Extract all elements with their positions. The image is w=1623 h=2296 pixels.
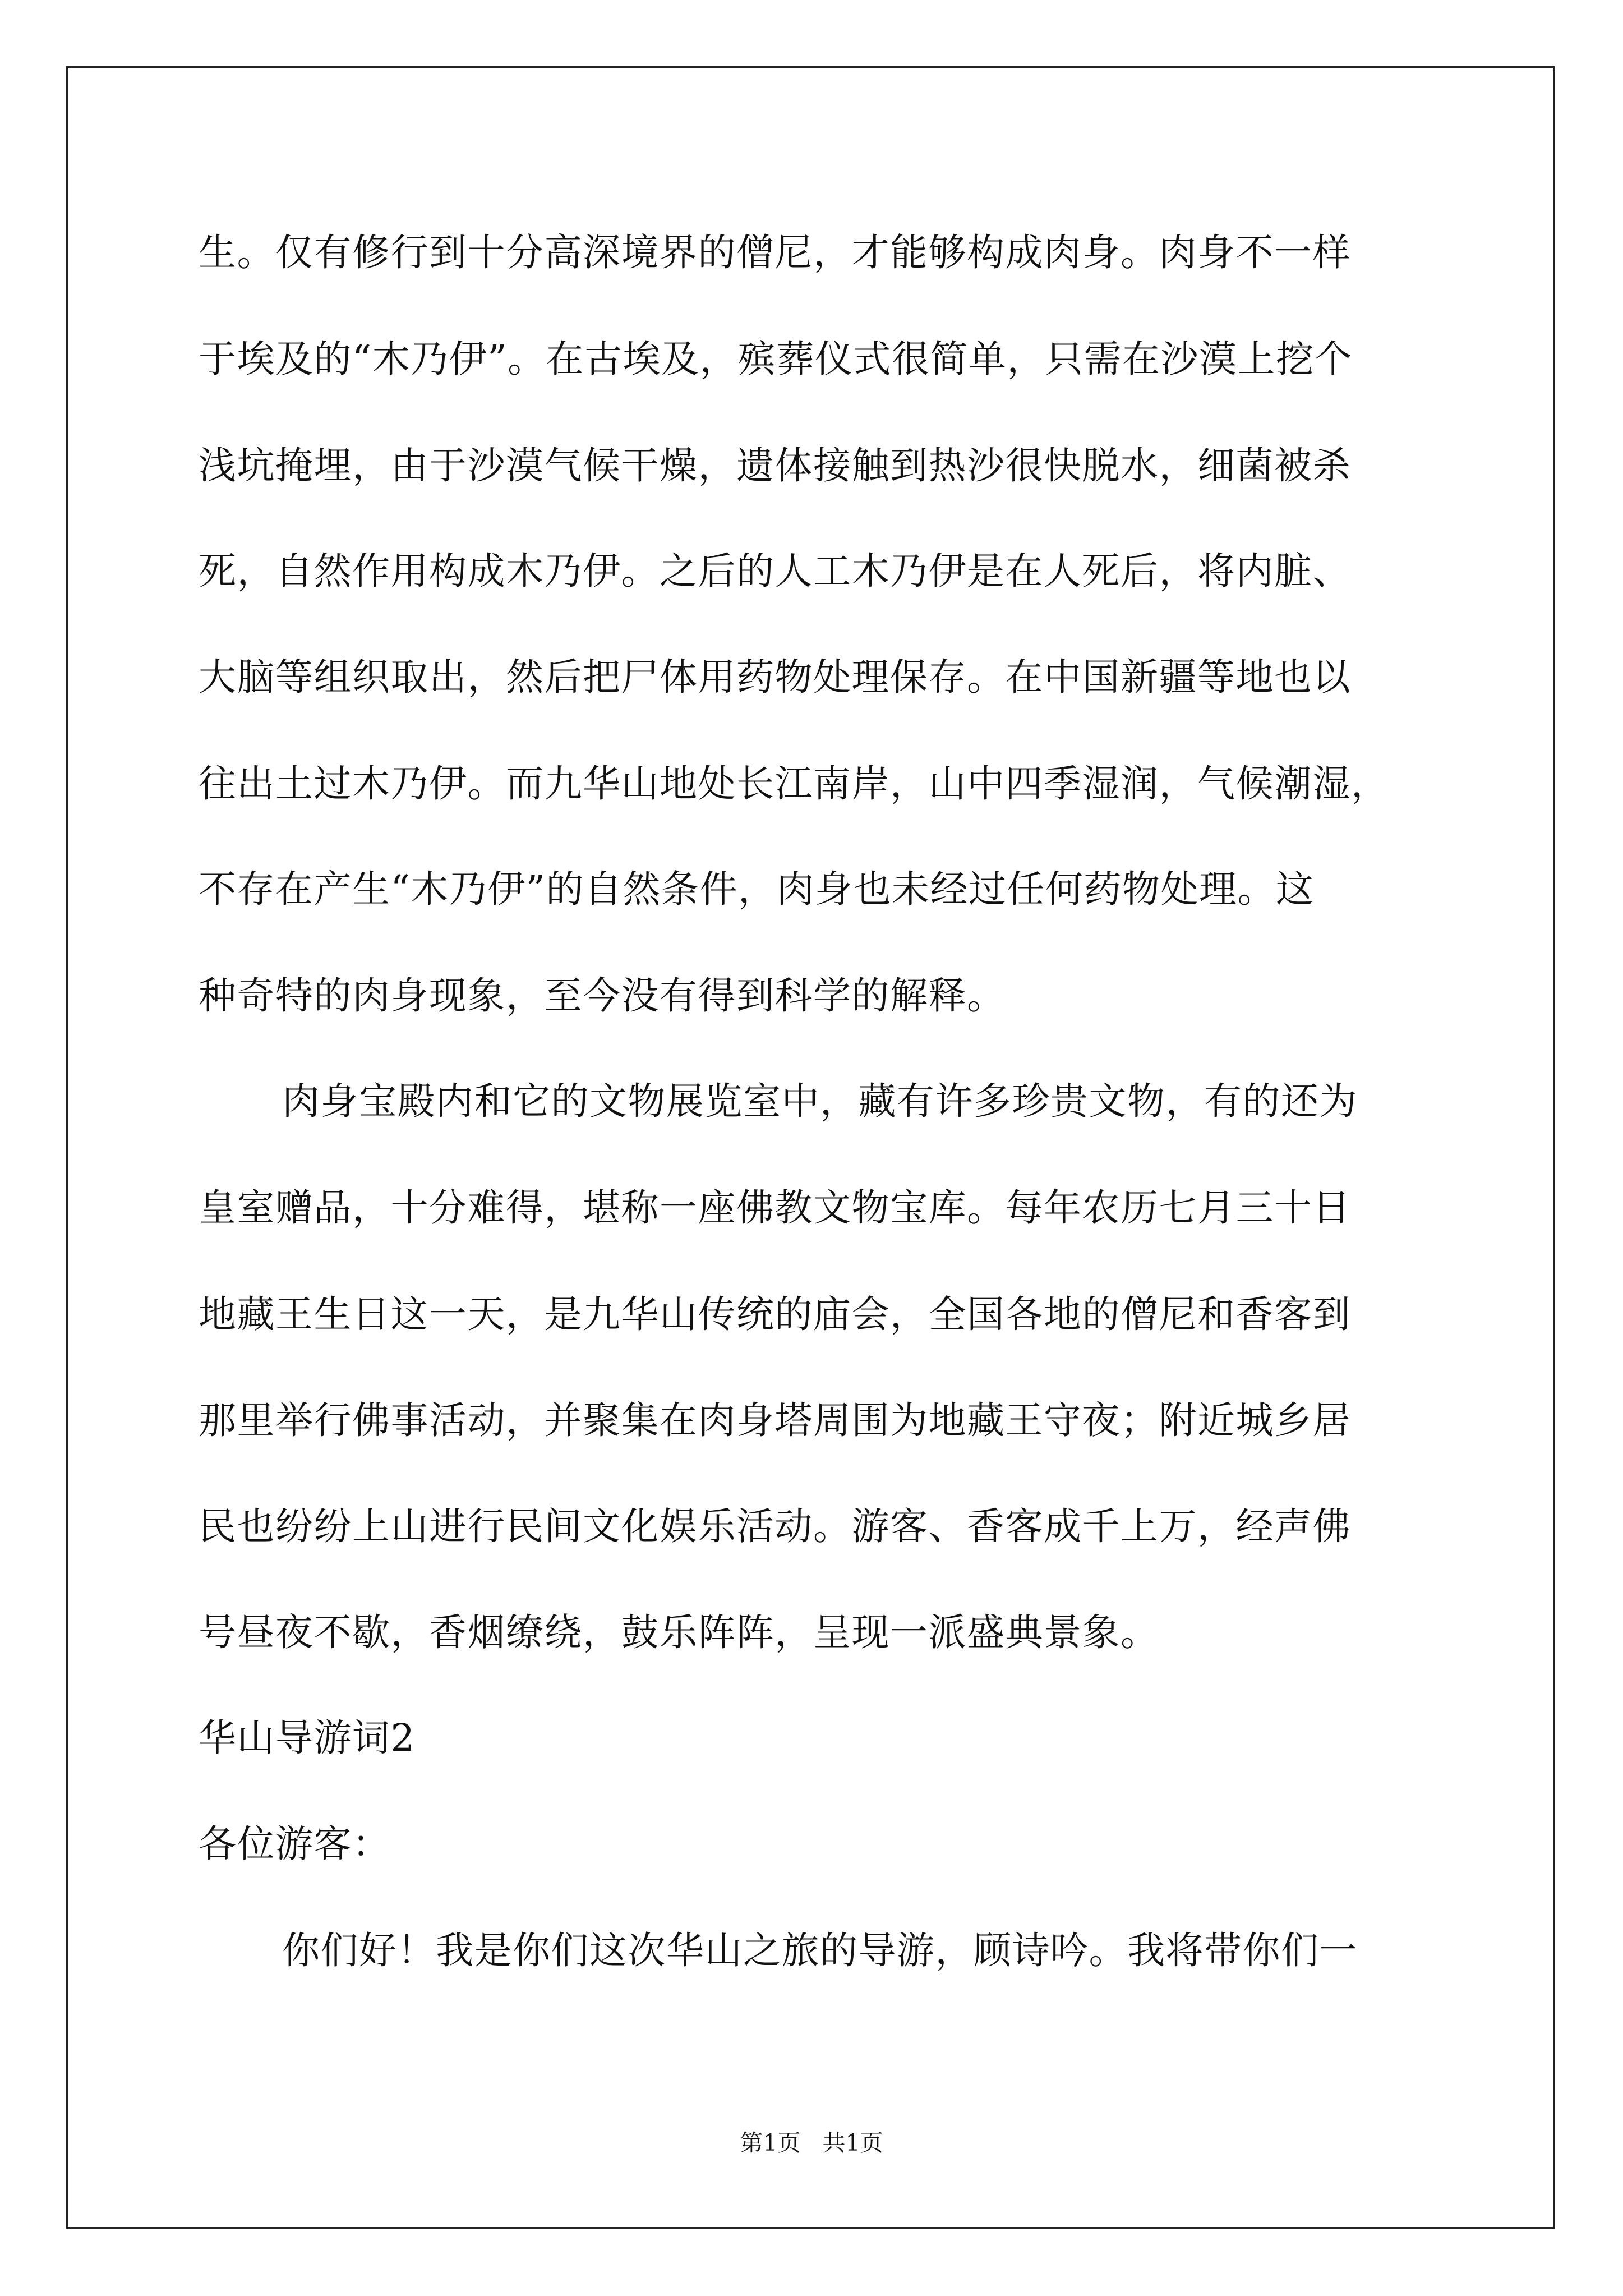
- text-line: 浅坑掩埋，由于沙漠气候干燥，遗体接触到热沙很快脱水，细菌被杀: [199, 444, 1351, 487]
- text-line: 种奇特的肉身现象，至今没有得到科学的解释。: [199, 974, 1006, 1018]
- text-line: 地藏王生日这一天，是九华山传统的庙会，全国各地的僧尼和香客到: [199, 1292, 1351, 1336]
- text-line: 民也纷纷上山进行民间文化娱乐活动。游客、香客成千上万，经声佛: [199, 1504, 1351, 1548]
- text-line: 皇室赠品，十分难得，堪称一座佛教文物宝库。每年农历七月三十日: [199, 1186, 1351, 1230]
- text-line: 号昼夜不歇，香烟缭绕，鼓乐阵阵，呈现一派盛典景象。: [199, 1611, 1159, 1654]
- text-line: 往出土过木乃伊。而九华山地处长江南岸，山中四季湿润，气候潮湿，: [199, 762, 1390, 806]
- text-line: 不存在产生“木乃伊”的自然条件，肉身也未经过任何药物处理。这: [199, 867, 1315, 911]
- text-line: 那里举行佛事活动，并聚集在肉身塔周围为地藏王守夜；附近城乡居: [199, 1398, 1351, 1442]
- paragraph-first-line: 你们好！我是你们这次华山之旅的导游，顾诗吟。我将带你们一: [282, 1929, 1358, 1972]
- section-heading: 华山导游词2: [199, 1716, 416, 1760]
- salutation: 各位游客：: [199, 1822, 391, 1866]
- text-line: 大脑等组织取出，然后把尸体用药物处理保存。在中国新疆等地也以: [199, 655, 1351, 699]
- page-border: [66, 66, 1555, 2229]
- text-line: 死，自然作用构成木乃伊。之后的人工木乃伊是在人死后，将内脏、: [199, 549, 1351, 593]
- text-line: 于埃及的“木乃伊”。在古埃及，殡葬仪式很简单，只需在沙漠上挖个: [199, 337, 1353, 381]
- page-footer: 第1页 共1页: [740, 2129, 883, 2156]
- paragraph-first-line: 肉身宝殿内和它的文物展览室中，藏有许多珍贵文物，有的还为: [282, 1079, 1358, 1123]
- text-line: 生。仅有修行到十分高深境界的僧尼，才能够构成肉身。肉身不一样: [199, 231, 1351, 274]
